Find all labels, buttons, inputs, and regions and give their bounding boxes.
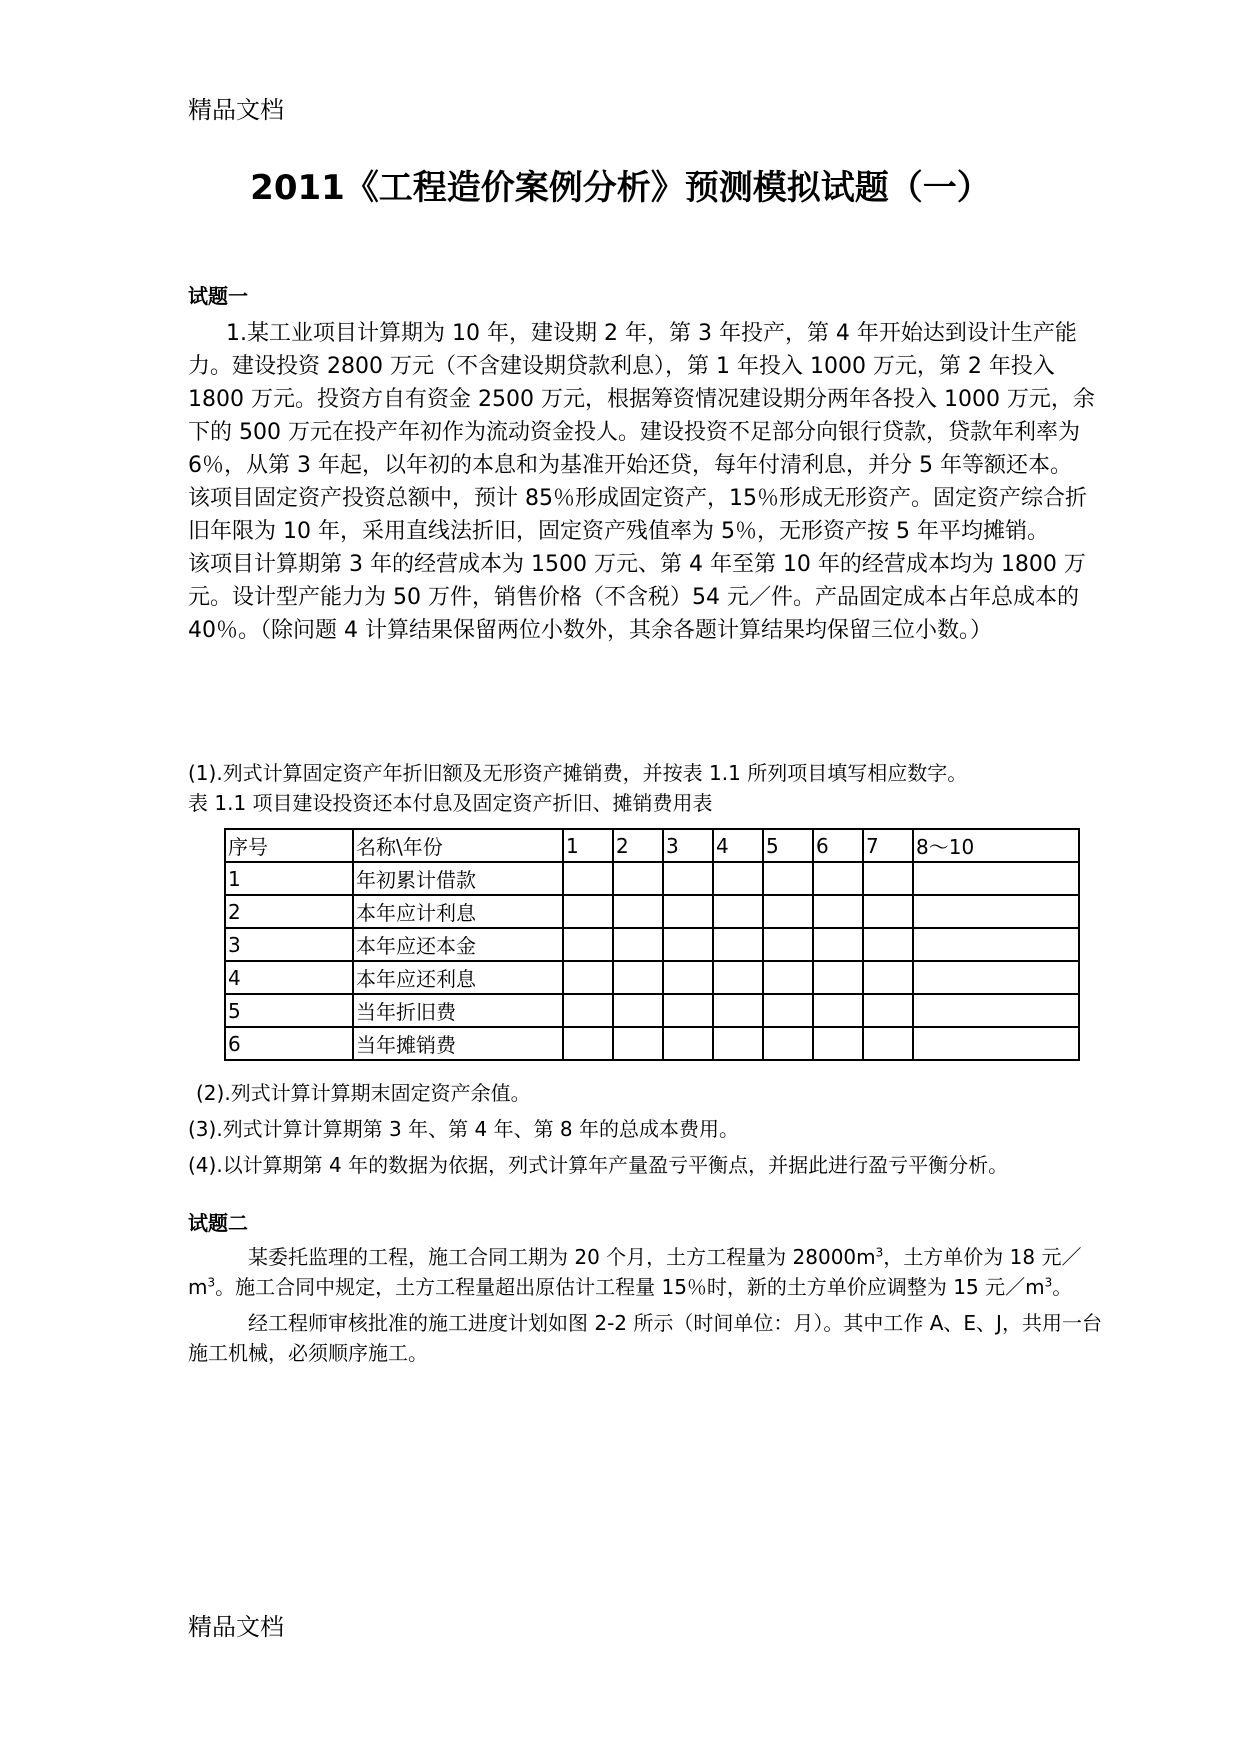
header-cell: 5 <box>763 829 813 862</box>
question-1-paragraph-2: 该项目固定资产投资总额中，预计 85％形成固定资产，15％形成无形资产。固定资产综合折旧年限为 10 年，采用直线法折旧，固定资产残值率为 5％，无形资产按 5 年平均摊销。 <box>188 486 1087 544</box>
subquestion-2: (2).列式计算计算期末固定资产余值。 <box>196 1081 531 1105</box>
table-caption: 表 1.1 项目建设投资还本付息及固定资产折旧、摊销费用表 <box>188 791 713 815</box>
row-label: 当年摊销费 <box>353 1027 563 1060</box>
subquestion-3: (3).列式计算计算期第 3 年、第 4 年、第 8 年的总成本费用。 <box>188 1117 740 1141</box>
header-cell: 2 <box>613 829 663 862</box>
page-footer: 精品文档 <box>188 1613 284 1641</box>
question-1-subquestions <box>188 758 1104 818</box>
header-cell: 名称\年份 <box>353 829 563 862</box>
row-number: 2 <box>225 895 353 928</box>
subquestion-4: (4).以计算期第 4 年的数据为依据，列式计算年产量盈亏平衡点，并据此进行盈亏平衡分析。 <box>188 1153 1009 1177</box>
table-row <box>225 1027 1079 1060</box>
table-row <box>225 862 1079 895</box>
header-cell: 3 <box>663 829 713 862</box>
header-cell: 4 <box>713 829 763 862</box>
header-cell: 序号 <box>225 829 353 862</box>
page-header: 精品文档 <box>188 96 284 124</box>
question-1-section <box>188 280 1104 647</box>
header-cell: 8～10 <box>913 829 1079 862</box>
question-2-paragraph-2: 经工程师审核批准的施工进度计划如图 2-2 所示（时间单位：月）。其中工作 A、E、J，共用一台施工机械，必须顺序施工。 <box>188 1311 1102 1365</box>
question-2-paragraph-1: 某委托监理的工程，施工合同工期为 20 个月，土方工程量为 $28000m^3$，土方单价为 18 元$/m^3$。施工合同中规定，土方工程量超出原估计工程量 15％时，新的土方单价应调整为 15 元$/m^3$。 <box>188 1245 1082 1299</box>
row-label: 本年应还本金 <box>353 928 563 961</box>
question-1-heading: 试题一 <box>188 284 248 308</box>
table-row <box>225 961 1079 994</box>
page-title: 2011《工程造价案例分析》预测模拟试题（一） <box>250 168 991 208</box>
row-number: 3 <box>225 928 353 961</box>
header-cell: 6 <box>813 829 863 862</box>
row-label: 本年应计利息 <box>353 895 563 928</box>
repayment-table <box>224 828 1080 1061</box>
row-label: 年初累计借款 <box>353 862 563 895</box>
question-1-paragraph-3: 该项目计算期第 3 年的经营成本为 1500 万元、第 4 年至第 10 年的经营成本均为 1800 万元。设计型产能力为 50 万件，销售价格（不含税）54 元／件。产品固定成本占年总成本的 40％。（除问题 4 计算结果保留两位小数外，其余各题计算结果均保留三位小数。） <box>188 552 1086 643</box>
table-row <box>225 994 1079 1027</box>
row-number: 5 <box>225 994 353 1027</box>
question-1-paragraph-1: 1.某工业项目计算期为 10 年，建设期 2 年，第 3 年投产，第 4 年开始达到设计生产能力。建设投资 2800 万元（不含建设期贷款利息），第 1 年投入 1000 万元，第 2 年投入 1800 万元。投资方自有资金 2500 万元，根据筹资情况建设期分两年各投入 1000 万元，余下的 500 万元在投产年初作为流动资金投人。建设投资不足部分向银行贷款，贷款年利率为 6％，从第 3 年起，以年初的本息和为基准开始还贷，每年付清利息，并分 5 年等额还本。 <box>188 321 1095 478</box>
table-row <box>225 895 1079 928</box>
question-2-section <box>188 1208 1104 1368</box>
question-1-subquestions-2 <box>188 1078 1104 1180</box>
subquestion-1: (1).列式计算固定资产年折旧额及无形资产摊销费，并按表 1.1 所列项目填写相应数字。 <box>188 761 968 785</box>
table-header-row <box>225 829 1079 862</box>
table-row <box>225 928 1079 961</box>
question-2-heading: 试题二 <box>188 1211 248 1235</box>
row-number: 4 <box>225 961 353 994</box>
header-cell: 7 <box>863 829 913 862</box>
row-label: 当年折旧费 <box>353 994 563 1027</box>
header-cell: 1 <box>563 829 613 862</box>
row-label: 本年应还利息 <box>353 961 563 994</box>
row-number: 6 <box>225 1027 353 1060</box>
row-number: 1 <box>225 862 353 895</box>
